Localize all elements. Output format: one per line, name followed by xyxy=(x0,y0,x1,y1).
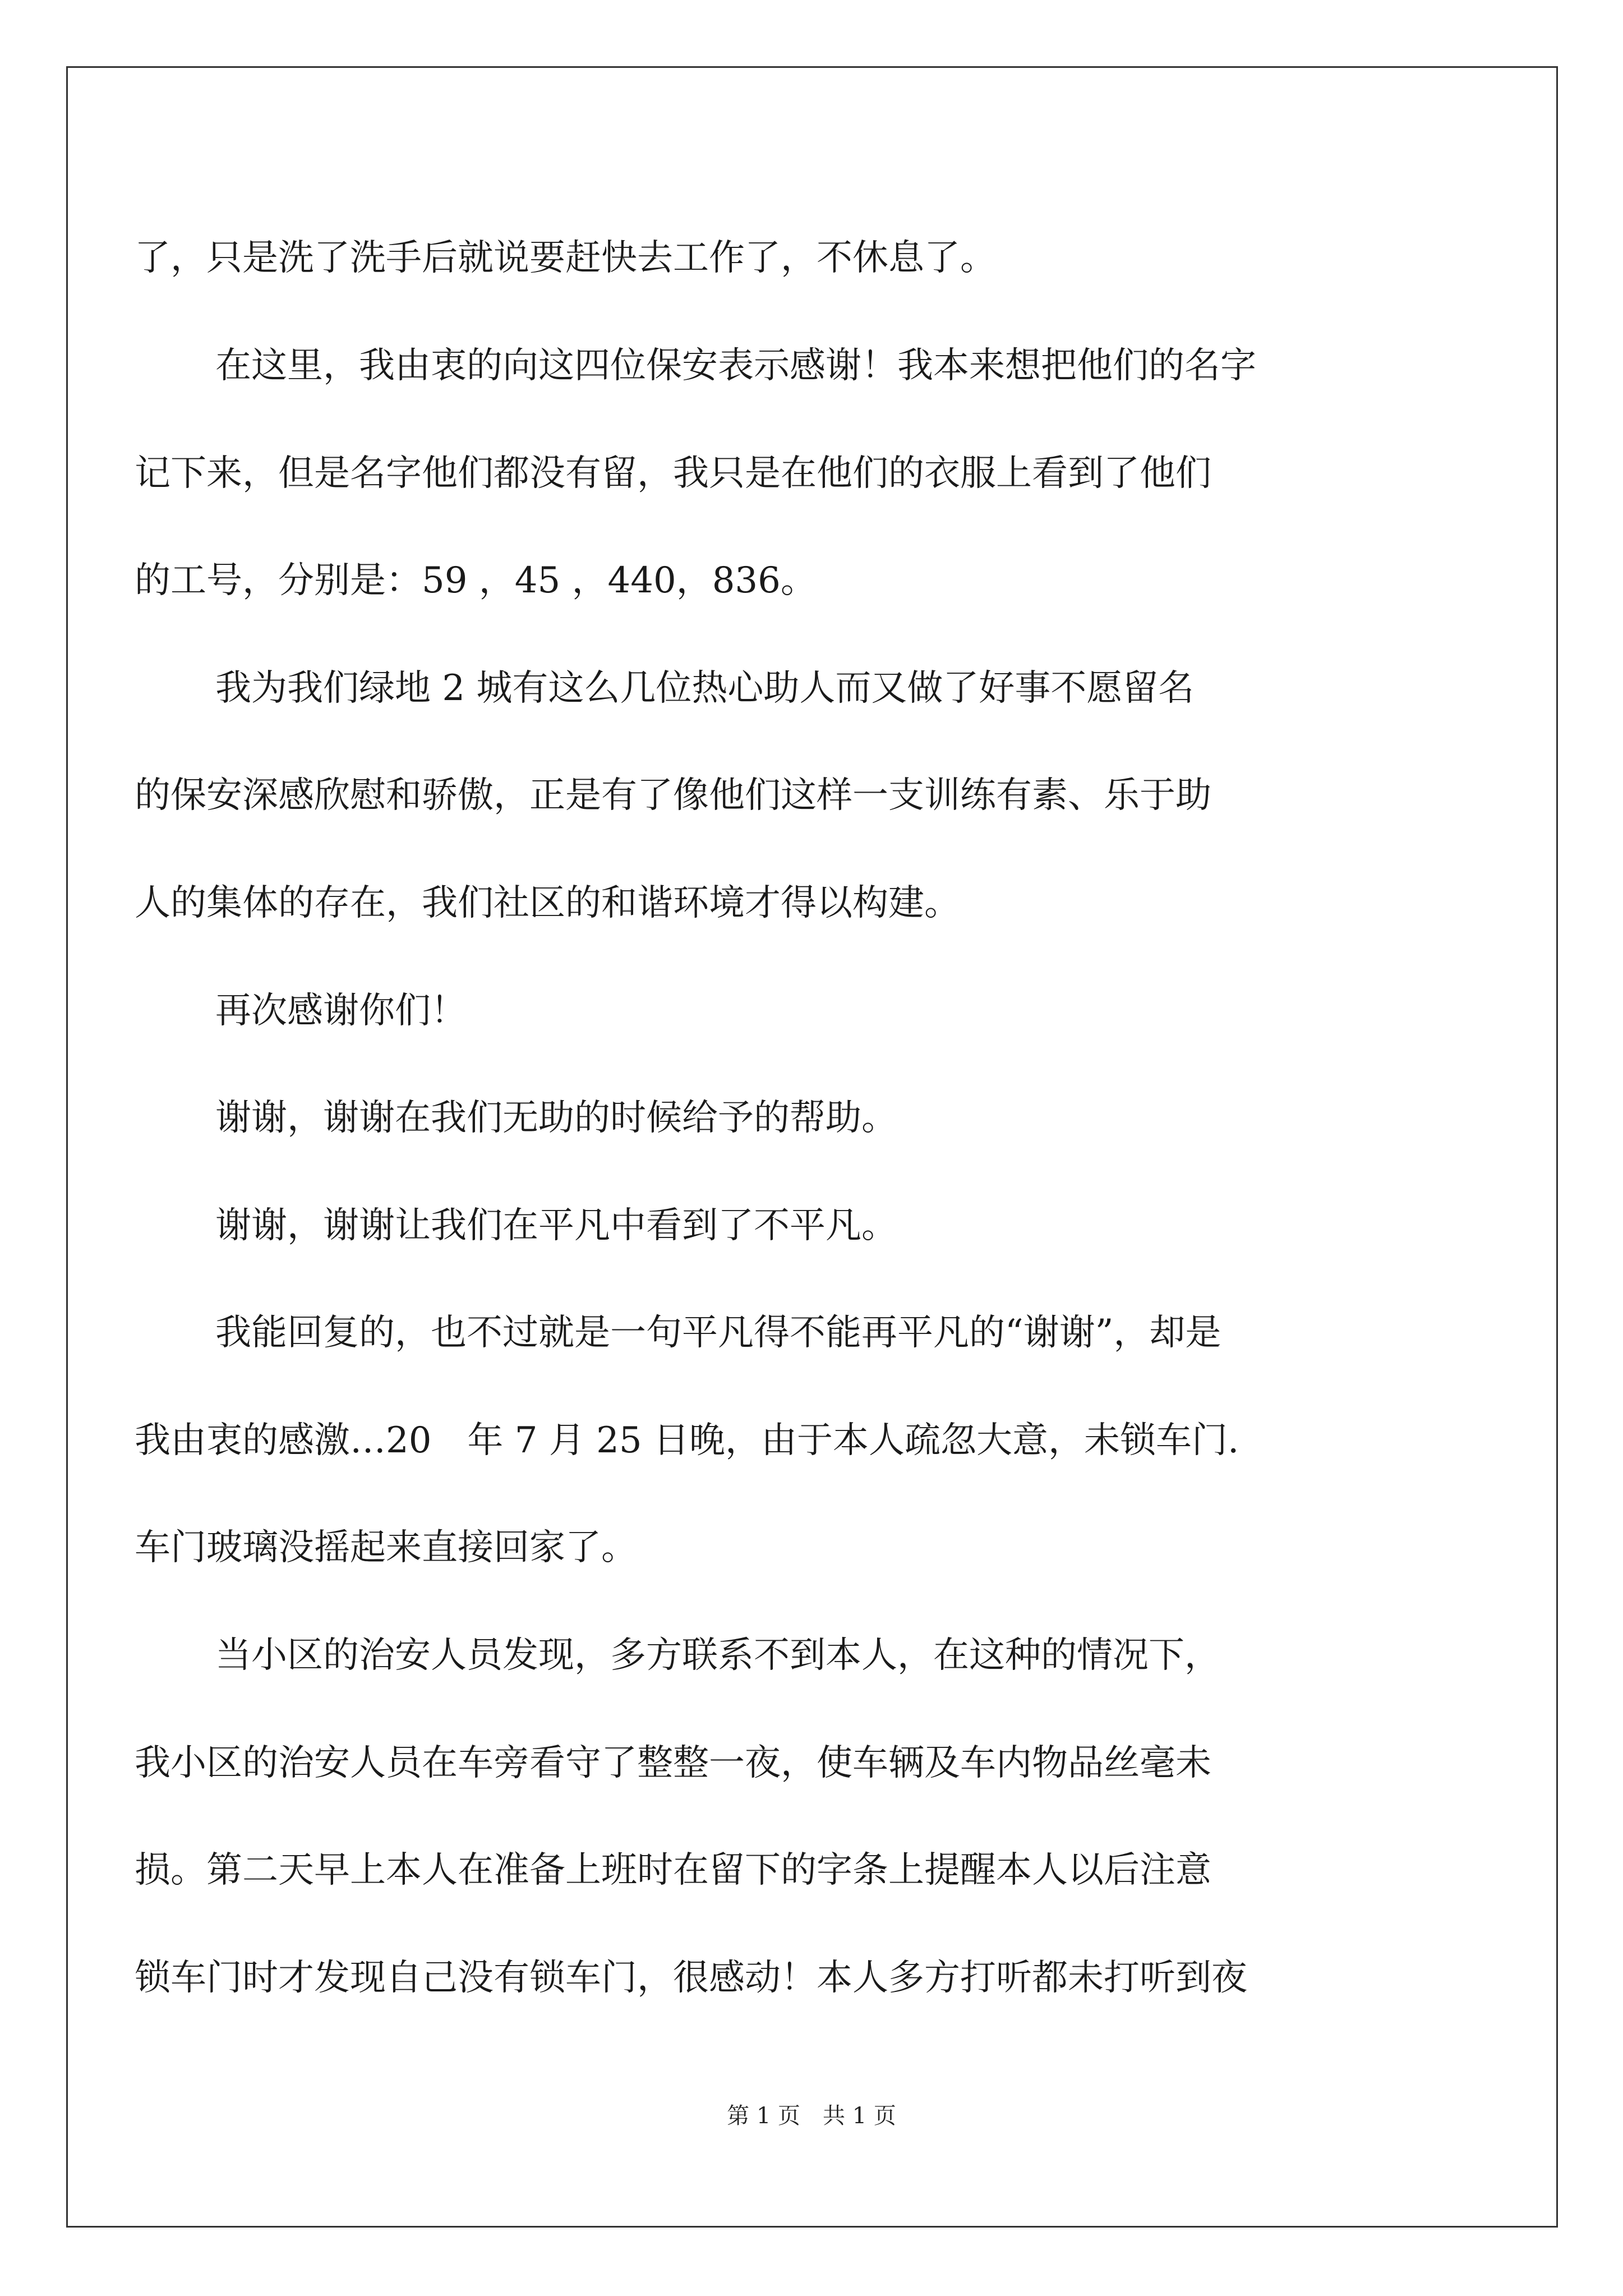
text-line: 记下来，但是名字他们都没有留，我只是在他们的衣服上看到了他们 xyxy=(135,453,1211,494)
text-line: 谢谢，谢谢让我们在平凡中看到了不平凡。 xyxy=(215,1205,897,1246)
text-line: 当小区的治安人员发现，多方联系不到本人，在这种的情况下， xyxy=(215,1635,1220,1676)
text-line: 再次感谢你们！ xyxy=(215,990,467,1032)
text-line: 在这里，我由衷的向这四位保安表示感谢！我本来想把他们的名字 xyxy=(215,345,1256,386)
text-line: 损。第二天早上本人在准备上班时在留下的字条上提醒本人以后注意 xyxy=(135,1849,1211,1891)
text-line: 我能回复的，也不过就是一句平凡得不能再平凡的“谢谢”，却是 xyxy=(215,1312,1221,1354)
page-number-footer: 第 1 页 共 1 页 xyxy=(727,2103,896,2129)
page-frame xyxy=(66,66,1558,2228)
text-line: 我小区的治安人员在车旁看守了整整一夜，使车辆及车内物品丝毫未 xyxy=(135,1742,1211,1784)
text-line: 我为我们绿地 2 城有这么几位热心助人而又做了好事不愿留名 xyxy=(215,668,1195,709)
text-line: 谢谢，谢谢在我们无助的时候给予的帮助。 xyxy=(215,1097,897,1139)
text-line: 锁车门时才发现自己没有锁车门，很感动！本人多方打听都未打听到夜 xyxy=(135,1957,1247,1999)
text-line: 的工号，分别是：59 ，45 ，440，836。 xyxy=(135,560,817,601)
text-line: 人的集体的存在，我们社区的和谐环境才得以构建。 xyxy=(135,882,960,924)
text-line: 的保安深感欣慰和骄傲，正是有了像他们这样一支训练有素、乐于助 xyxy=(135,775,1211,816)
text-line: 了，只是洗了洗手后就说要赶快去工作了，不休息了。 xyxy=(135,237,996,279)
text-line: 我由衷的感激…20 年 7 月 25 日晚，由于本人疏忽大意，未锁车门. xyxy=(135,1420,1239,1461)
text-line: 车门玻璃没摇起来直接回家了。 xyxy=(135,1527,637,1568)
